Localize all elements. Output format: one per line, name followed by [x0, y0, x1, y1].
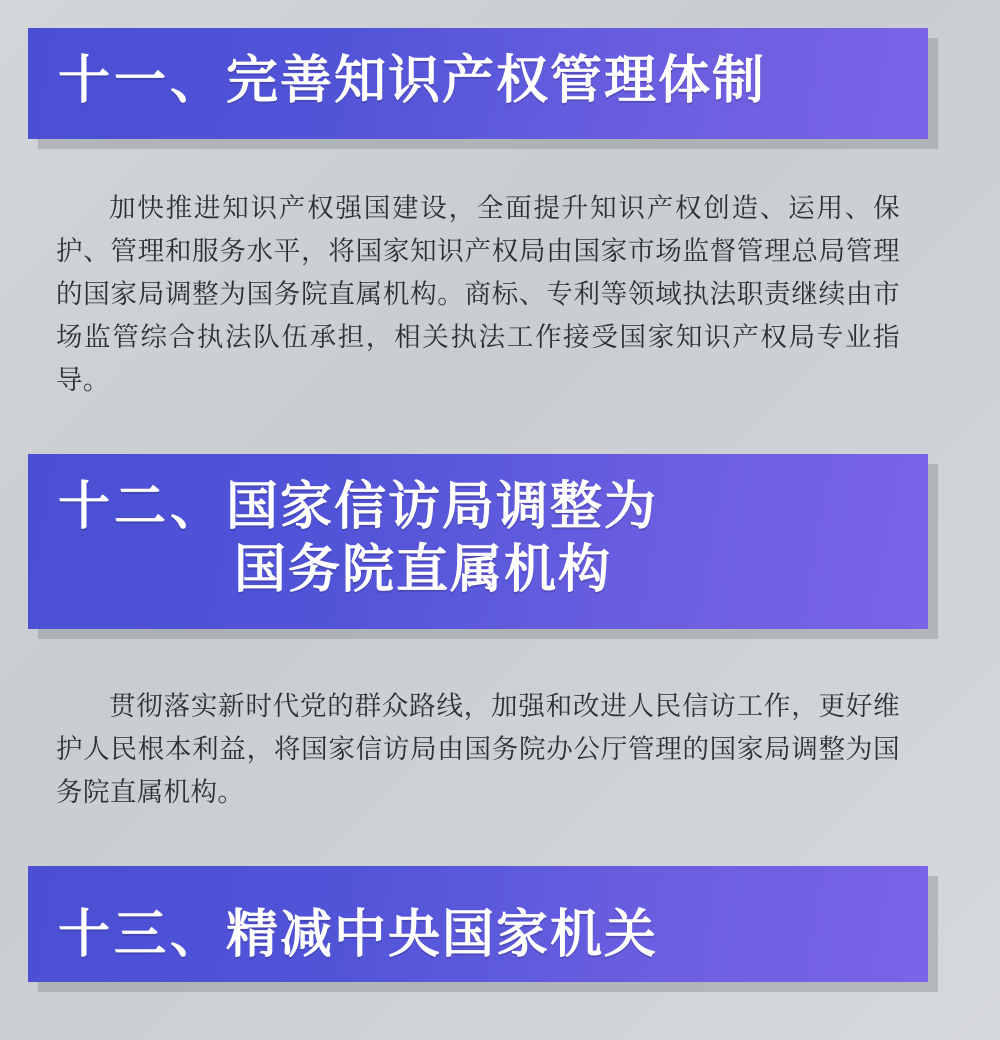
section-number-13: 十三、 — [58, 905, 227, 964]
spacer — [0, 629, 1000, 685]
section-body-text-11: 加快推进知识产权强国建设，全面提升知识产权创造、运用、保护、管理和服务水平，将国家知识产权局由国家市场监督管理总局管理的国家局调整为国务院直属机构。商标、专利等领域执法职责继续由市场监管综合执法队伍承担，相关执法工作接受国家知识产权局专业指导。 — [56, 193, 900, 396]
section-number-11: 十一、 — [58, 52, 227, 110]
top-spacer — [0, 0, 1000, 28]
section-body-12 — [28, 685, 928, 814]
section-heading-banner-13 — [28, 866, 928, 982]
section-title-12 — [58, 476, 898, 603]
spacer — [0, 402, 1000, 454]
section-heading-banner-11 — [28, 28, 928, 139]
section-title-11 — [58, 50, 898, 113]
section-number-12: 十二、 — [58, 478, 227, 537]
spacer — [0, 814, 1000, 866]
section-body-text-12: 贯彻落实新时代党的群众路线，加强和改进人民信访工作，更好维护人民根本利益，将国家信访局由国务院办公厅管理的国家局调整为国务院直属机构。 — [56, 690, 900, 807]
banner-inner-11 — [58, 50, 898, 113]
banner-inner-13 — [58, 904, 898, 967]
banner-inner-12 — [58, 476, 898, 603]
spacer — [0, 139, 1000, 187]
section-title-text-11: 完善知识产权管理体制 — [226, 52, 767, 110]
section-title-text-13: 精减中央国家机关 — [226, 905, 659, 964]
section-body-11 — [28, 187, 928, 402]
section-heading-banner-12 — [28, 454, 928, 629]
section-title-text-12-line1: 国家信访局调整为 — [226, 478, 659, 537]
section-title-text-12-line2: 国务院直属机构 — [234, 541, 613, 600]
section-title-13 — [58, 904, 898, 967]
